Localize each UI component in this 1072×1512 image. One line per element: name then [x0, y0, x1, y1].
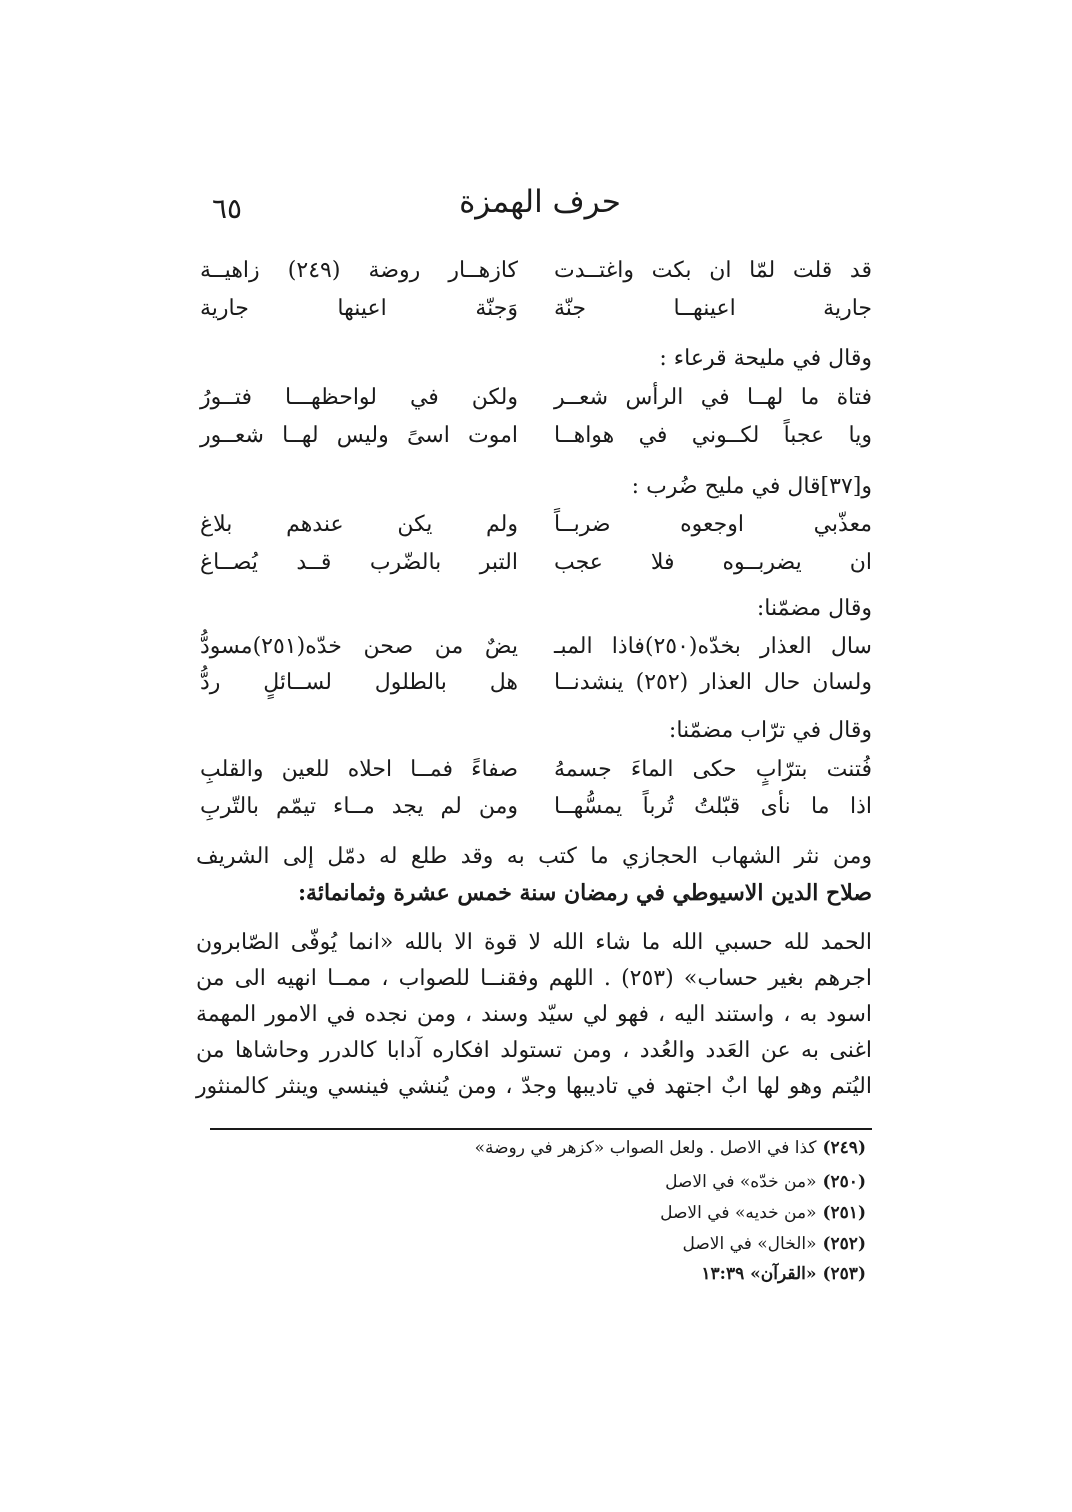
running-title: حرف الهمزة	[459, 184, 621, 220]
verse-line	[200, 512, 872, 548]
verse-hemistich-first: ان يضربــوه فلا عجب	[554, 550, 872, 575]
prose-line: اسود به ، واستند اليه ، فهو لي سيّد وسند ، ومن نجده في الامور المهمة	[196, 1002, 872, 1027]
verse-hemistich-first: فُتنت بترّابٍ حكى الماءَ جسمهُ	[554, 757, 872, 782]
prose-line: اجرهم بغير حساب» (٢٥٣) . اللهم وفقنــا للصواب ، ممــا انهيه الى من	[196, 966, 872, 991]
footnote-number: (٢٥١)	[822, 1203, 866, 1223]
prose-line: صلاح الدين الاسيوطي في رمضان سنة خمس عشرة وثمانمائة:	[297, 880, 872, 906]
verse-hemistich-second: ومن لم يجد مــاء تيمّم بالتّربِ	[200, 794, 518, 819]
footnote-number: (٢٥٠)	[822, 1172, 866, 1192]
footnote	[475, 1138, 866, 1158]
footnote-text: كذا في الاصل . ولعل الصواب «كزهر في روضة»	[474, 1138, 817, 1158]
verse-hemistich-first: فتاة ما لهــا في الرأس شعــر	[554, 385, 872, 410]
poem-intro: وقال مضمّنا:	[756, 596, 872, 621]
verse-line	[200, 794, 872, 830]
footnote-text: «القرآن» ١٣:٣٩	[701, 1264, 817, 1284]
verse-line	[200, 634, 872, 670]
prose-line: اغنى به عن العَدد والعُدد ، ومن تستولد افكاره آدابا كالدرر وحاشاها من	[196, 1038, 872, 1063]
verse-hemistich-first: معذّبي اوجعوه ضربــاً	[554, 512, 872, 537]
verse-hemistich-second: ولم يكن عندهم بلاغ	[200, 512, 518, 537]
verse-line	[200, 423, 872, 459]
verse-line	[200, 296, 872, 332]
footnote	[660, 1203, 866, 1223]
footnote-number: (٢٤٩)	[822, 1138, 866, 1158]
verse-hemistich-second: يضٌ من صحن خدّه(٢٥١)مسودُّ	[200, 634, 518, 659]
footnote-number: (٢٥٢)	[822, 1234, 866, 1254]
poem-intro: وقال في مليحة قرعاء :	[659, 346, 872, 371]
footnote-number: (٢٥٣)	[822, 1264, 866, 1284]
verse-hemistich-first: اذا ما نأى قبّلتُ تُرباً يمسُّهــا	[554, 794, 872, 819]
verse-hemistich-first: ويا عجباً لكــوني في هواهــا	[554, 423, 872, 448]
verse-hemistich-second: اموت اسىً وليس لهــا شعــور	[200, 423, 518, 448]
prose-line: ومن نثر الشهاب الحجازي ما كتب به وقد طلع له دمّل إلى الشريف	[196, 844, 872, 869]
page-number: ٦٥	[212, 192, 243, 225]
footnote-rule	[210, 1128, 872, 1130]
verse-hemistich-second: ولكن في لواحظهـــا فتــورُ	[200, 385, 518, 410]
verse-hemistich-second: هل بالطلول لســائلٍ ردُّ	[200, 670, 518, 695]
verse-hemistich-first: ولسان حال العذار (٢٥٢) ينشدنــا	[554, 670, 872, 695]
prose-line: الحمد لله حسبي الله ما شاء الله لا قوة الا بالله «انما يُوفّى الصّابرون	[196, 930, 872, 955]
verse-line	[200, 670, 872, 706]
footnote	[701, 1264, 866, 1284]
verse-hemistich-second: صفاءً فمــا احلاه للعين والقلبِ	[200, 757, 518, 782]
footnote-text: «من خديه» في الاصل	[660, 1203, 817, 1223]
verse-line	[200, 258, 872, 294]
footnote-text: «من خدّه» في الاصل	[665, 1172, 817, 1192]
verse-line	[200, 550, 872, 586]
footnote	[665, 1172, 866, 1192]
verse-hemistich-second: كازهــار روضة (٢٤٩) زاهيــة	[200, 258, 518, 283]
verse-hemistich-second: التبر بالضّرب قــد يُصــاغ	[200, 550, 518, 575]
verse-hemistich-first: جارية اعينهــا جنّة	[554, 296, 872, 321]
verse-hemistich-first: قد قلت لمّا ان بكت واغتــدت	[554, 258, 872, 283]
verse-hemistich-first: سال العذار بخدّه(٢٥٠)فاذا المبـ	[554, 634, 872, 659]
verse-line	[200, 757, 872, 793]
footnote-text: «الخال» في الاصل	[682, 1234, 817, 1254]
prose-line: اليُتم وهو لها ابٌ اجتهد في تاديبها وجدّ ، ومن يُنشي فينسي وينثر كالمنثور	[196, 1074, 872, 1099]
verse-line	[200, 385, 872, 421]
poem-intro: و[٣٧]قال في مليح ضُرب :	[631, 474, 872, 499]
verse-hemistich-second: وَجنّة اعينها جارية	[200, 296, 518, 321]
footnote	[682, 1234, 866, 1254]
poem-intro: وقال في ترّاب مضمّنا:	[668, 718, 872, 743]
